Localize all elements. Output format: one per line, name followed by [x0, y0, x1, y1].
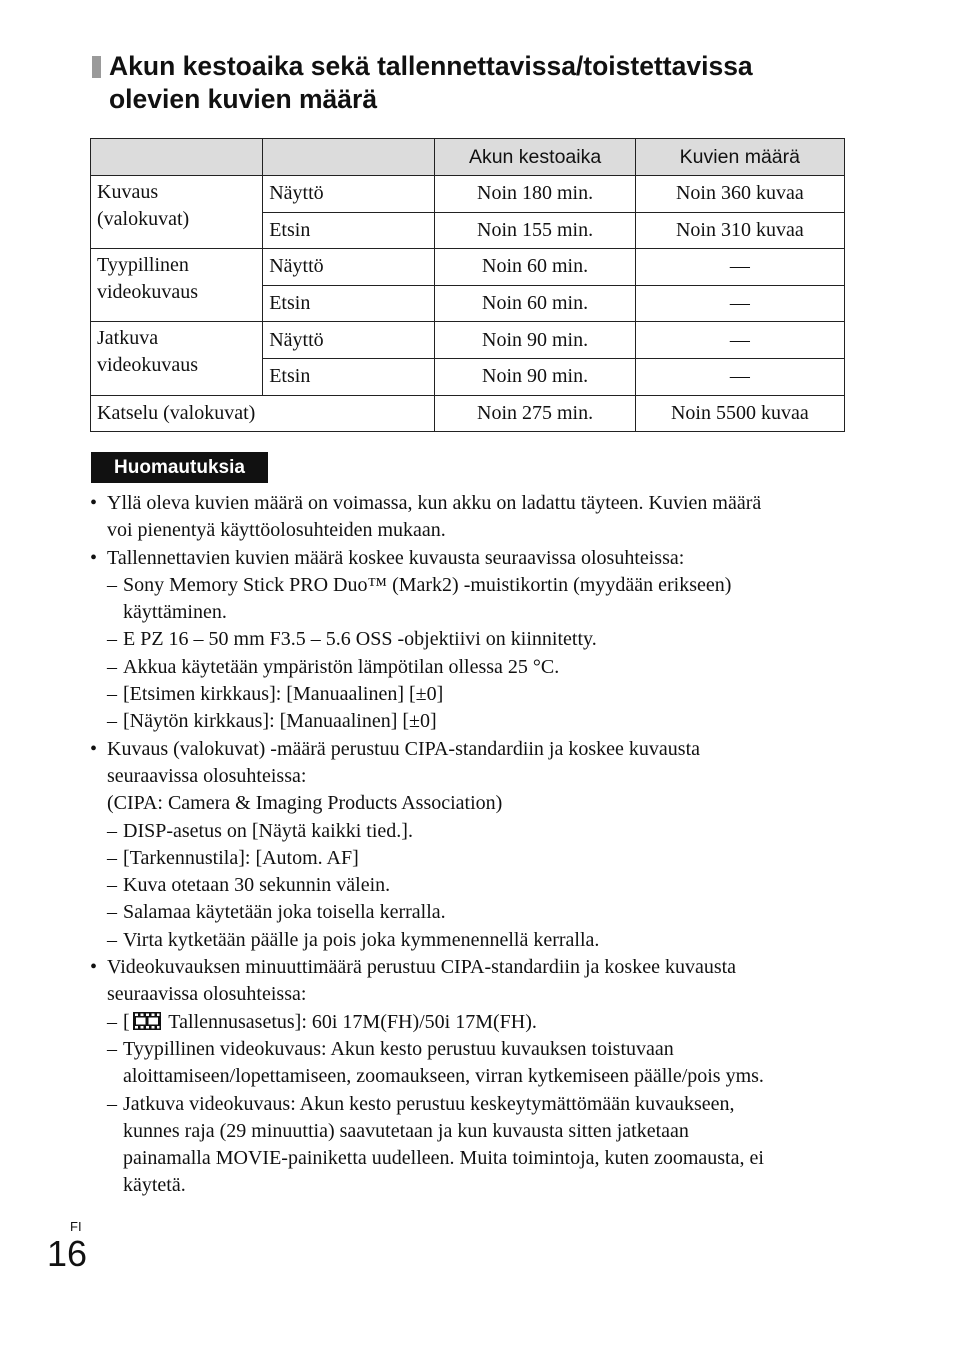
mode-cell: Etsin — [263, 285, 435, 322]
note-dash-item: – [Näytön kirkkaus]: [Manuaalinen] [±0] — [107, 710, 437, 733]
group-label-typical-video: Tyypillinen videokuvaus — [91, 249, 263, 322]
mode-cell: Näyttö — [263, 176, 435, 213]
note-dash-item: – E PZ 16 – 50 mm F3.5 – 5.6 OSS -objektiivi on kiinnitetty. — [107, 628, 597, 651]
heading-line-1: Akun kestoaika sekä tallennettavissa/toistettavissa — [109, 51, 753, 81]
heading-marker — [92, 56, 101, 78]
mode-cell: Etsin — [263, 358, 435, 395]
note-dash-item: – Kuva otetaan 30 sekunnin välein. — [107, 874, 391, 897]
note-dash-item: – DISP-asetus on [Näytä kaikki tied.]. — [107, 819, 413, 842]
header-cell-empty-2 — [263, 139, 435, 176]
note-dash-item: – [ Tallennusasetus]: 60i 17M(FH)/50i 17M(FH). — [107, 1010, 537, 1033]
language-code: FI — [70, 1219, 82, 1234]
count-cell: — — [635, 358, 844, 395]
note-dash-item: – Sony Memory Stick PRO Duo™ (Mark2) -muistikortin (myydään erikseen) käyttäminen. — [107, 573, 732, 624]
header-battery-life: Akun kestoaika — [435, 139, 635, 176]
note-bullet: • Videokuvauksen minuuttimäärä perustuu CIPA-standardiin ja koskee kuvausta seuraavissa olosuhteissa: — [90, 956, 737, 1006]
table-row — [91, 395, 845, 432]
header-image-count: Kuvien määrä — [635, 139, 844, 176]
count-cell: Noin 5500 kuvaa — [635, 395, 844, 432]
note-dash-item: – Virta kytketään päälle ja pois joka kymmenennellä kerralla. — [107, 928, 600, 951]
count-cell: — — [635, 285, 844, 322]
battery-cell: Noin 180 min. — [435, 176, 635, 213]
battery-cell: Noin 90 min. — [435, 358, 635, 395]
heading-line-2: olevien kuvien määrä — [109, 84, 378, 114]
battery-life-table — [90, 138, 845, 432]
count-cell: — — [635, 249, 844, 286]
movie-film-icon — [132, 1011, 162, 1031]
battery-cell: Noin 60 min. — [435, 249, 635, 286]
note-bullet: • Kuvaus (valokuvat) -määrä perustuu CIPA-standardiin ja koskee kuvausta seuraavissa olosuhteissa: (CIPA: Camera & Imaging Products Association) — [90, 737, 700, 815]
group-label-stills: Kuvaus (valokuvat) — [91, 176, 263, 249]
mode-cell: Etsin — [263, 212, 435, 249]
battery-cell: Noin 60 min. — [435, 285, 635, 322]
header-cell-empty-1 — [91, 139, 263, 176]
battery-cell: Noin 155 min. — [435, 212, 635, 249]
note-dash-item: – Salamaa käytetään joka toisella kerralla. — [107, 901, 446, 924]
mode-cell: Näyttö — [263, 322, 435, 359]
notes-body — [90, 490, 850, 1200]
group-label-continuous-video: Jatkuva videokuvaus — [91, 322, 263, 395]
note-bullet: • Tallennettavien kuvien määrä koskee kuvausta seuraavissa olosuhteissa: — [90, 546, 685, 569]
note-dash-item: – [Tarkennustila]: [Autom. AF] — [107, 846, 359, 869]
count-cell: Noin 360 kuvaa — [635, 176, 844, 213]
mode-cell: Näyttö — [263, 249, 435, 286]
playback-label: Katselu (valokuvat) — [91, 395, 435, 432]
battery-cell: Noin 90 min. — [435, 322, 635, 359]
count-cell: Noin 310 kuvaa — [635, 212, 844, 249]
note-dash-item: – Tyypillinen videokuvaus: Akun kesto perustuu kuvauksen toistuvaan aloittamiseen/lopettamiseen, zoomaukseen, virran kytkemiseen päälle/pois yms. — [107, 1037, 764, 1088]
note-bullet: • Yllä oleva kuvien määrä on voimassa, kun akku on ladattu täyteen. Kuvien määrä voi pienentyä käyttöolosuhteiden mukaan. — [90, 492, 762, 542]
table-header-row — [91, 139, 845, 176]
table-row — [91, 322, 845, 359]
note-dash-item: – [Etsimen kirkkaus]: [Manuaalinen] [±0] — [107, 683, 444, 706]
section-heading — [92, 50, 872, 116]
note-dash-item: – Akkua käytetään ympäristön lämpötilan ollessa 25 °C. — [107, 655, 560, 678]
table-row — [91, 249, 845, 286]
note-dash-item: – Jatkuva videokuvaus: Akun kesto perustuu keskeytymättömään kuvaukseen, kunnes raja (29 minuuttia) saavutetaan ja kun kuvausta sitten jatketaan painamalla MOVIE-painiketta uudelleen. Muita toimintoja, kuten zoomausta, ei käytetä. — [107, 1092, 764, 1197]
battery-cell: Noin 275 min. — [435, 395, 635, 432]
count-cell: — — [635, 322, 844, 359]
notes-badge: Huomautuksia — [91, 452, 268, 483]
table-row — [91, 176, 845, 213]
page-number: 16 — [47, 1233, 88, 1274]
